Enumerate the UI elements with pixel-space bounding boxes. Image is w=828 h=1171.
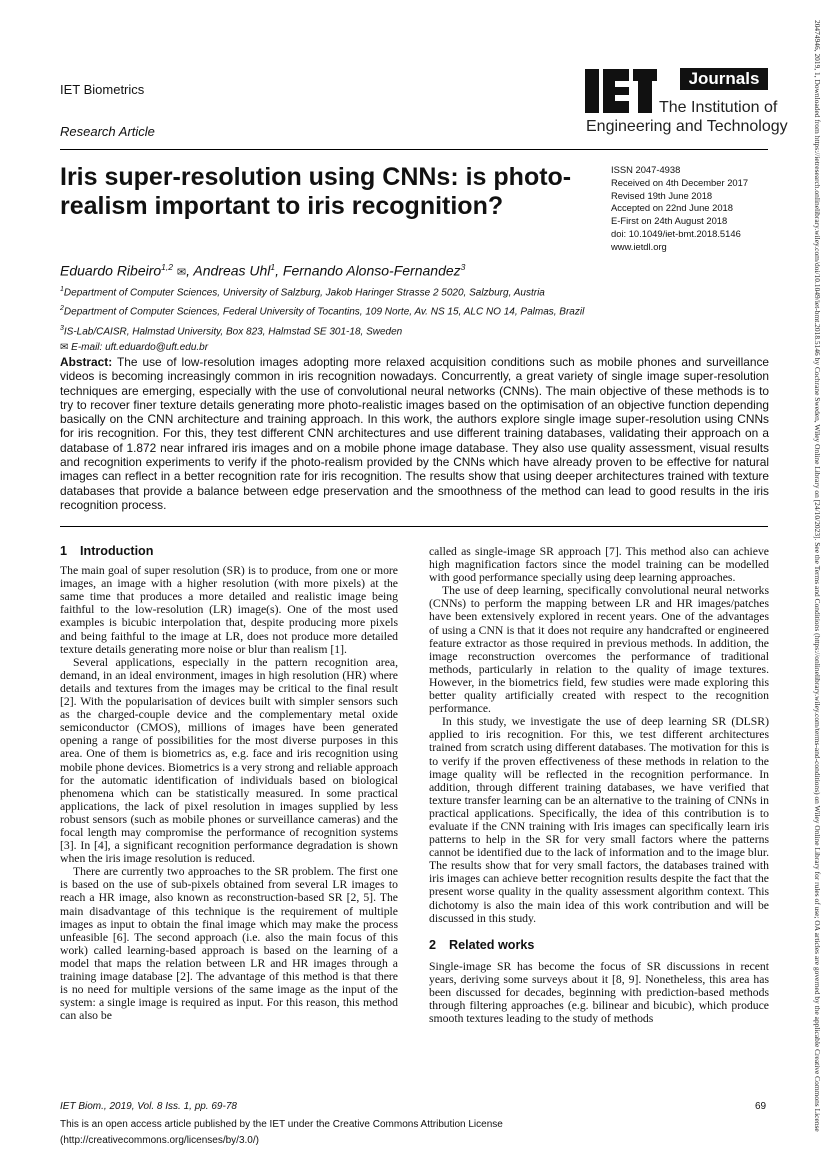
- iet-logo-icon: [585, 69, 657, 113]
- journal-name: IET Biometrics: [60, 82, 145, 97]
- affiliation-sup: 2: [60, 305, 64, 313]
- section-number: 1: [60, 544, 68, 558]
- download-side-note-text: 20474946, 2019, 1, Downloaded from https://ietresearch.onlinelibrary.wiley.com/doi/10.1049/iet-bmt.2018.5146 by Cochrane Sweden, Wiley Online Library on [24/10/2023]. See the Terms and Conditions (https://onlinelibrary.wiley.com/terms-and-conditions) on Wiley Online Library for rules of use; OA articles are governed by the applicable Creative Commons License: [813, 20, 822, 1132]
- paragraph: There are currently two approaches to the SR problem. The first one is based on the use of sub-pixels obtained from several LR images to reach a HR image, also known as reconstruction-based SR [2, 5]. The main disadvantage of this technique is the requirement of multiple images as input to obtain the final image which may make the process unfeasible [6]. The second approach (i.e. also the main focus of this work) called learning-based approach is based on the learning of a model that maps the relation between LR and HR images through a training image database [2]. The advantage of this method is that there is no need for multiple versions of the same image as the input of the system: a single image is required as input. For this reason, this method can also be: [60, 865, 398, 1023]
- affiliation-sup: 3: [60, 324, 64, 332]
- site-link[interactable]: www.ietdl.org: [611, 240, 667, 252]
- right-column: [429, 545, 769, 1025]
- mail-icon: ✉: [60, 341, 69, 353]
- section-number: 2: [429, 937, 437, 952]
- left-column: [60, 545, 398, 1022]
- author-affil-sup: 1,2: [161, 262, 173, 272]
- affiliations: [60, 282, 584, 356]
- affiliation-sup: 1: [60, 286, 64, 293]
- author-affil-sup: 1: [270, 262, 276, 272]
- author-email[interactable]: E-mail: uft.eduardo@uft.edu.br: [71, 341, 209, 353]
- logo-institution-line1: The Institution of: [659, 99, 778, 116]
- affiliation-item: [60, 321, 584, 340]
- paragraph: Several applications, especially in the pattern recognition area, demand, in an ideal environment, images in high resolution (HR) where details and textures from the images may be critical to the final result [2]. With the popularisation of devices built with simpler sensors such as the charged-couple device and the complementary metal oxide semiconductor (CMOS), millions of images have been generated opening a range of possibilities for the most diverse purposes in this area. One of them is biometrics as, e.g. face and iris recognition using mobile phone devices. Biometrics is a very strong and reliable approach for the automatic identification of individuals based on biological phenomena which can be statistically measured. In some practical applications, the lack of pixel resolution in images supplied by less robust sensors (such as mobile phones or surveillance cameras) and the focal length may compromise the performance of recognition systems [3]. In [4], a significant recognition performance degradation is shown when the iris image resolution is reduced.: [60, 655, 398, 866]
- revised-date: Revised 19th June 2018: [611, 189, 713, 201]
- section-title: Related works: [449, 937, 535, 952]
- section-1-heading: [60, 545, 398, 558]
- email-line: [60, 340, 584, 356]
- affiliation-text: Department of Computer Sciences, University of Salzburg, Jakob Haringer Strasse 2 5020, Salzburg, Austria: [63, 287, 545, 299]
- paragraph: Single-image SR has become the focus of SR discussions in recent years, deriving some surveys about it [8, 9]. Nonetheless, this area has been discussed for decades, beginning with prediction-based methods through filtering approaches (e.g. bilinear and bicubic), which produce smooth textures leading to the study of methods: [429, 959, 769, 1026]
- author-affil-sup: 3: [460, 262, 466, 272]
- header-rule: [60, 149, 768, 150]
- paper-title: Iris super-resolution using CNNs: is photo-realism important to iris recognition?: [60, 163, 572, 220]
- efirst-date: E-First on 24th August 2018: [611, 215, 728, 227]
- iet-logo-mark: [585, 69, 657, 113]
- paragraph: The use of deep learning, specifically convolutional neural networks (CNNs) to perform the mapping between LR and HR images/patches have been extensively explored in recent years. One of the advantages of using a CNN is that it does not require any handcrafted or engineered feature extractor as those required in previous methods. In addition, the image reconstruction overcomes the performance of traditional methods, particularly in relation to the quality of image textures. However, in the biometrics field, few studies were made exploring this better quality artificially created with respect to the recognition performance.: [429, 584, 769, 716]
- doi[interactable]: doi: 10.1049/iet-bmt.2018.5146: [611, 227, 741, 239]
- article-meta: [611, 164, 748, 254]
- abstract: [60, 355, 769, 512]
- affiliation-text: IS-Lab/CAISR, Halmstad University, Box 823, Halmstad SE 301-18, Sweden: [63, 325, 403, 337]
- section-title: Introduction: [80, 544, 154, 558]
- download-side-note: [812, 20, 822, 1160]
- license-link[interactable]: (http://creativecommons.org/licenses/by/3.0/): [60, 1135, 259, 1146]
- author-name: Eduardo Ribeiro: [60, 262, 162, 279]
- paragraph: In this study, we investigate the use of deep learning SR (DLSR) applied to iris recognition. For this, we test different architectures trained from scratch using different databases. The motivation for this is to verify if the proven effectiveness of these methods in relation to the image quality will be reflected in the recognition performance. In addition, through different training databases, we have verified that texture transfer learning can be an alternative to the training of CNNs in practical applications. Specifically, the idea of this contribution is to evaluate if the CNN training with Iris images can specifically learn iris patterns to help in the SR for very small factors where the patterns cannot be identified due to the lack of information and to the image blur. The results show that for very small factors, the databases trained with iris images can achieve better recognition results despite the fact that the present worse quality in the quality assessment algorithm context. This dichotomy is also the main idea of this work contribution and will be discussed in this study.: [429, 715, 769, 925]
- author-name: , Andreas Uhl: [186, 262, 271, 279]
- paragraph: The main goal of super resolution (SR) is to produce, from one or more images, an image with a higher resolution (with more pixels) at the same time that produces a more detailed and realistic image being faithful to the low-resolution (LR) image(s). One of the most used examples is bicubic interpolation that, despite producing more pixels and being faithful to the image at LR, does not produce more detailed texture details generating more noise or blur than realism [1].: [60, 564, 398, 656]
- received-date: Received on 4th December 2017: [611, 176, 749, 188]
- page-number: 69: [755, 1101, 767, 1112]
- paragraph: called as single-image SR approach [7]. This method also can achieve high magnification factors since the model training can be modelled with good performance specially using deep learning approaches.: [429, 545, 769, 585]
- abstract-label: Abstract:: [60, 355, 113, 369]
- open-access-note: [60, 1117, 503, 1149]
- affiliation-item: [60, 282, 584, 301]
- footer-citation: IET Biom., 2019, Vol. 8 Iss. 1, pp. 69-78: [60, 1101, 237, 1112]
- issn: ISSN 2047-4938: [611, 164, 681, 175]
- author-list: [60, 262, 465, 279]
- section-2-heading: [429, 939, 769, 952]
- affiliation-text: Department of Computer Sciences, Federal University of Tocantins, 109 Norte, Av. NS 15, ALC NO 14, Palmas, Brazil: [63, 306, 585, 318]
- abstract-rule: [60, 526, 768, 527]
- author-name: , Fernando Alonso-Fernandez: [275, 262, 461, 279]
- logo-institution-line2: Engineering and Technology: [586, 118, 788, 135]
- accepted-date: Accepted on 22nd June 2018: [611, 202, 733, 214]
- logo-journals-label: Journals: [680, 68, 768, 90]
- open-access-line: This is an open access article published by the IET under the Creative Commons Attribution License: [60, 1119, 503, 1130]
- mail-icon[interactable]: ✉: [176, 266, 187, 279]
- affiliation-item: [60, 301, 584, 320]
- abstract-text: The use of low-resolution images adopting more relaxed acquisition conditions such as mobile phones and surveillance videos is becoming increasingly common in iris recognition nowadays. Concurrently, a great variety of single image super-resolution techniques are emerging, especially with the use of convolutional neural networks (CNNs). The main objective of these methods is to try to recover finer texture details generating more photo-realistic images based on the optimisation of an objective function depending basically on the CNN architecture and training approach. In this work, the authors explore single image super-resolution using CNNs for iris recognition. For this, they test different CNN architectures and use different training databases, validating their approach on a database of 1.872 near infrared iris images and on a mobile phone image database. They also use quality assessment, visual results and recognition experiments to verify if the photo-realism provided by the CNNs which have already proven to be effective for natural images can reflect in a better recognition rate for iris recognition. The results show that using deeper architectures trained with texture databases that provide a balance between edge preservation and the smoothness of the method can lead to good results in the iris recognition process.: [60, 355, 769, 512]
- article-type: Research Article: [60, 124, 155, 139]
